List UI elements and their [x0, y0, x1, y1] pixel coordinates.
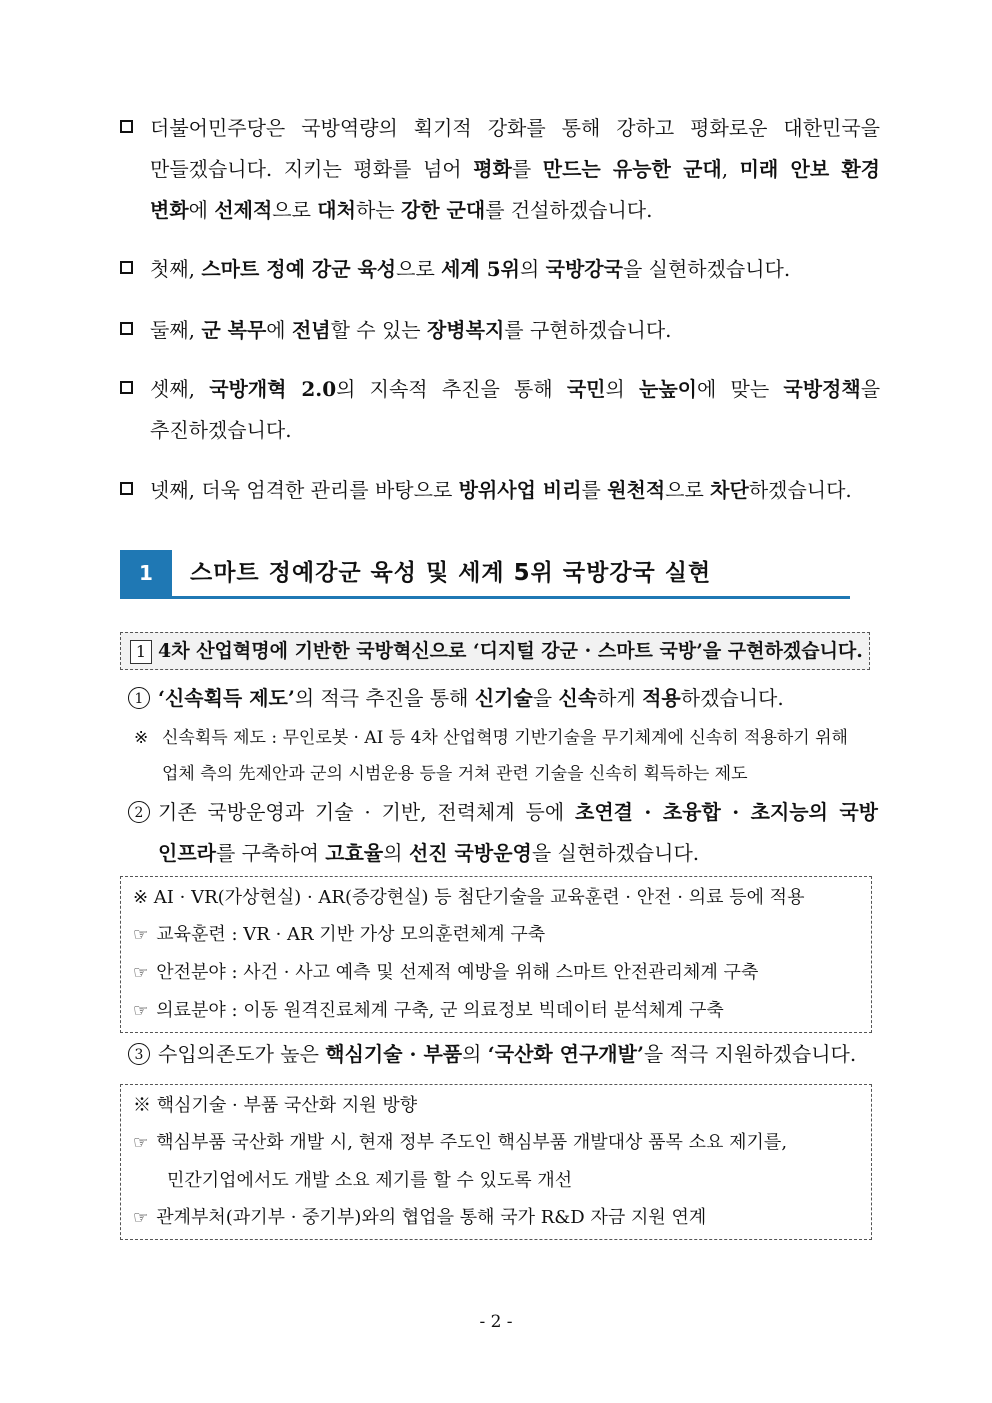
text-run: 의 [519, 257, 546, 281]
bullet-text [150, 108, 880, 231]
text-run: 으로 [272, 198, 318, 222]
subheading-text: 4차 산업혁명에 기반한 국방혁신으로 ‘디지털 강군 · 스마트 국방’을 구현하겠습니다. [158, 640, 863, 662]
section-header [120, 550, 850, 598]
pointing-hand-icon: ☞ [133, 963, 149, 983]
text-run: 할 수 있는 [330, 318, 427, 342]
emphasis-text: 선진 국방운영 [408, 841, 532, 865]
text-run: 을 실현하겠습니다. [622, 257, 791, 281]
checkbox-icon [120, 482, 133, 495]
emphasis-text: 미래 안보 환경 변화 [150, 157, 880, 222]
text-run: 를 [581, 478, 608, 502]
emphasis-text: 국민 [566, 377, 606, 401]
text-run: 의 [605, 377, 640, 401]
text-run: 을 적극 지원하겠습니다. [643, 1042, 857, 1066]
text-run: 하게 [597, 686, 643, 710]
box-line: 의료분야 : 이동 원격진료체계 구축, 군 의료정보 빅데이터 분석체계 구축 [156, 1000, 724, 1021]
text-run: 셋째, [150, 377, 210, 401]
page-number: - 2 - [479, 1312, 513, 1332]
subheading [120, 632, 870, 670]
text-run: 넷째, 더욱 엄격한 관리를 바탕으로 [150, 478, 459, 502]
subheading-number: 1 [130, 640, 152, 664]
item-text [158, 678, 878, 719]
emphasis-text: 선제적 [214, 198, 273, 222]
emphasis-text: 전념 [291, 318, 331, 342]
section-number: 1 [120, 550, 172, 596]
text-run: 의 지속적 추진을 통해 [336, 377, 567, 401]
bullet-text [150, 470, 880, 511]
emphasis-text: 신속 [558, 686, 598, 710]
text-run: 를 구축하여 [215, 841, 326, 865]
emphasis-text: 눈높이 [639, 377, 698, 401]
text-run: 첫째, [150, 257, 202, 281]
emphasis-text: 초연결 · 초융합 · 초지능의 국방 인프라 [158, 800, 878, 865]
pointing-hand-icon: ☞ [133, 1133, 149, 1153]
emphasis-text: 국방정책 [783, 377, 861, 401]
emphasis-text: 세계 5위 [441, 257, 520, 281]
checkbox-icon [120, 381, 133, 394]
item-2 [128, 792, 878, 874]
box-line: 민간기업에서도 개발 소요 제기를 할 수 있도록 개선 [167, 1170, 573, 1191]
intro-bullet-1 [120, 108, 880, 231]
box-line: 핵심부품 국산화 개발 시, 현재 정부 주도인 핵심부품 개발대상 품목 소요 제기를, [156, 1132, 788, 1153]
emphasis-text: 대처 [317, 198, 356, 222]
text-run: 을 [532, 686, 559, 710]
text-run: 을 추진하겠습니다. [150, 377, 881, 442]
text-run: 에 맞는 [697, 377, 784, 401]
note-text: 신속획득 제도 : 무인로봇 · AI 등 4차 산업혁명 기반기술을 무기체계에 신속히 적용하기 위해 업체 측의 先제안과 군의 시범운용 등을 거쳐 관련 기술을 신속히 획득하는 제도 [162, 728, 848, 784]
text-run: 하겠습니다. [680, 686, 784, 710]
text-run: 의 적극 추진을 통해 [294, 686, 475, 710]
box-line: 교육훈련 : VR · AR 기반 가상 모의훈련체계 구축 [156, 924, 546, 945]
emphasis-text: ‘국산화 연구개발’ [487, 1042, 644, 1066]
bullet-text [150, 249, 880, 290]
box-header: ※ AI · VR(가상현실) · AR(증강현실) 등 첨단기술을 교육훈련 · 안전 · 의료 등에 적용 [133, 887, 805, 908]
emphasis-text: 장병복지 [426, 318, 505, 342]
intro-bullet-2 [120, 249, 880, 290]
emphasis-text: 강한 군대 [400, 198, 486, 222]
intro-bullet-5 [120, 470, 880, 511]
emphasis-text: 군 복무 [201, 318, 267, 342]
emphasis-text: 만드는 유능한 군대 [542, 157, 722, 181]
box-line: 안전분야 : 사건 · 사고 예측 및 선제적 예방을 위해 스마트 안전관리체계 구축 [156, 962, 759, 983]
circled-number: 3 [128, 1043, 150, 1065]
pointing-hand-icon: ☞ [133, 1208, 149, 1228]
item-text [158, 792, 878, 874]
emphasis-text: 원천적 [607, 478, 666, 502]
pointing-hand-icon: ☞ [133, 925, 149, 945]
pointing-hand-icon: ☞ [133, 1001, 149, 1021]
item-3 [128, 1034, 878, 1075]
item-text [158, 1034, 878, 1075]
text-run: 에 [188, 198, 215, 222]
box-header: ※ 핵심기술 · 부품 국산화 지원 방향 [133, 1095, 418, 1116]
text-run: 에 [266, 318, 292, 342]
intro-bullet-3 [120, 310, 880, 351]
circled-number: 1 [128, 687, 150, 709]
checkbox-icon [120, 120, 133, 133]
emphasis-text: 적용 [642, 686, 681, 710]
section-underline [120, 596, 850, 599]
note-rapid-acquisition [134, 720, 874, 792]
text-run: 의 [383, 841, 409, 865]
text-run: 를 건설하겠습니다. [485, 198, 653, 222]
text-run: 더불어민주당은 국방역량의 획기적 강화를 통해 강하고 평화로운 대한민국을 만들겠습니다. 지키는 평화를 넘어 [150, 116, 880, 181]
emphasis-text: 국방개혁 2.0 [209, 377, 337, 401]
emphasis-text: 평화 [473, 157, 512, 181]
advanced-tech-box [120, 876, 872, 1033]
text-run: 으로 [665, 478, 711, 502]
item-1 [128, 678, 878, 719]
text-run: 으로 [396, 257, 442, 281]
emphasis-text: 핵심기술 · 부품 [325, 1042, 463, 1066]
text-run: 을 실현하겠습니다. [531, 841, 700, 865]
circled-number: 2 [128, 801, 150, 823]
text-run: 를 [511, 157, 543, 181]
emphasis-text: 국방강국 [545, 257, 623, 281]
localization-box [120, 1084, 872, 1240]
text-run: 의 [462, 1042, 488, 1066]
checkbox-icon [120, 261, 133, 274]
text-run: 하는 [355, 198, 401, 222]
text-run: 둘째, [150, 318, 202, 342]
emphasis-text: 고효율 [325, 841, 384, 865]
text-run: 를 구현하겠습니다. [504, 318, 672, 342]
checkbox-icon [120, 322, 133, 335]
emphasis-text: 방위사업 비리 [458, 478, 582, 502]
bullet-text [150, 369, 880, 451]
emphasis-text: 신기술 [474, 686, 533, 710]
bullet-text [150, 310, 880, 351]
box-line: 관계부처(과기부 · 중기부)와의 협업을 통해 국가 R&D 자금 지원 연계 [156, 1207, 707, 1228]
intro-bullet-4 [120, 369, 880, 451]
text-run: 기존 국방운영과 기술 · 기반, 전력체계 등에 [158, 800, 576, 824]
text-run: 하겠습니다. [748, 478, 852, 502]
emphasis-text: 스마트 정예 강군 육성 [201, 257, 397, 281]
reference-mark: ※ [134, 728, 149, 748]
emphasis-text: 차단 [710, 478, 749, 502]
text-run: , [721, 157, 740, 181]
text-run: 수입의존도가 높은 [158, 1042, 326, 1066]
section-title: 스마트 정예강군 육성 및 세계 5위 국방강국 실현 [190, 560, 712, 586]
emphasis-text: ‘신속획득 제도’ [158, 686, 295, 710]
